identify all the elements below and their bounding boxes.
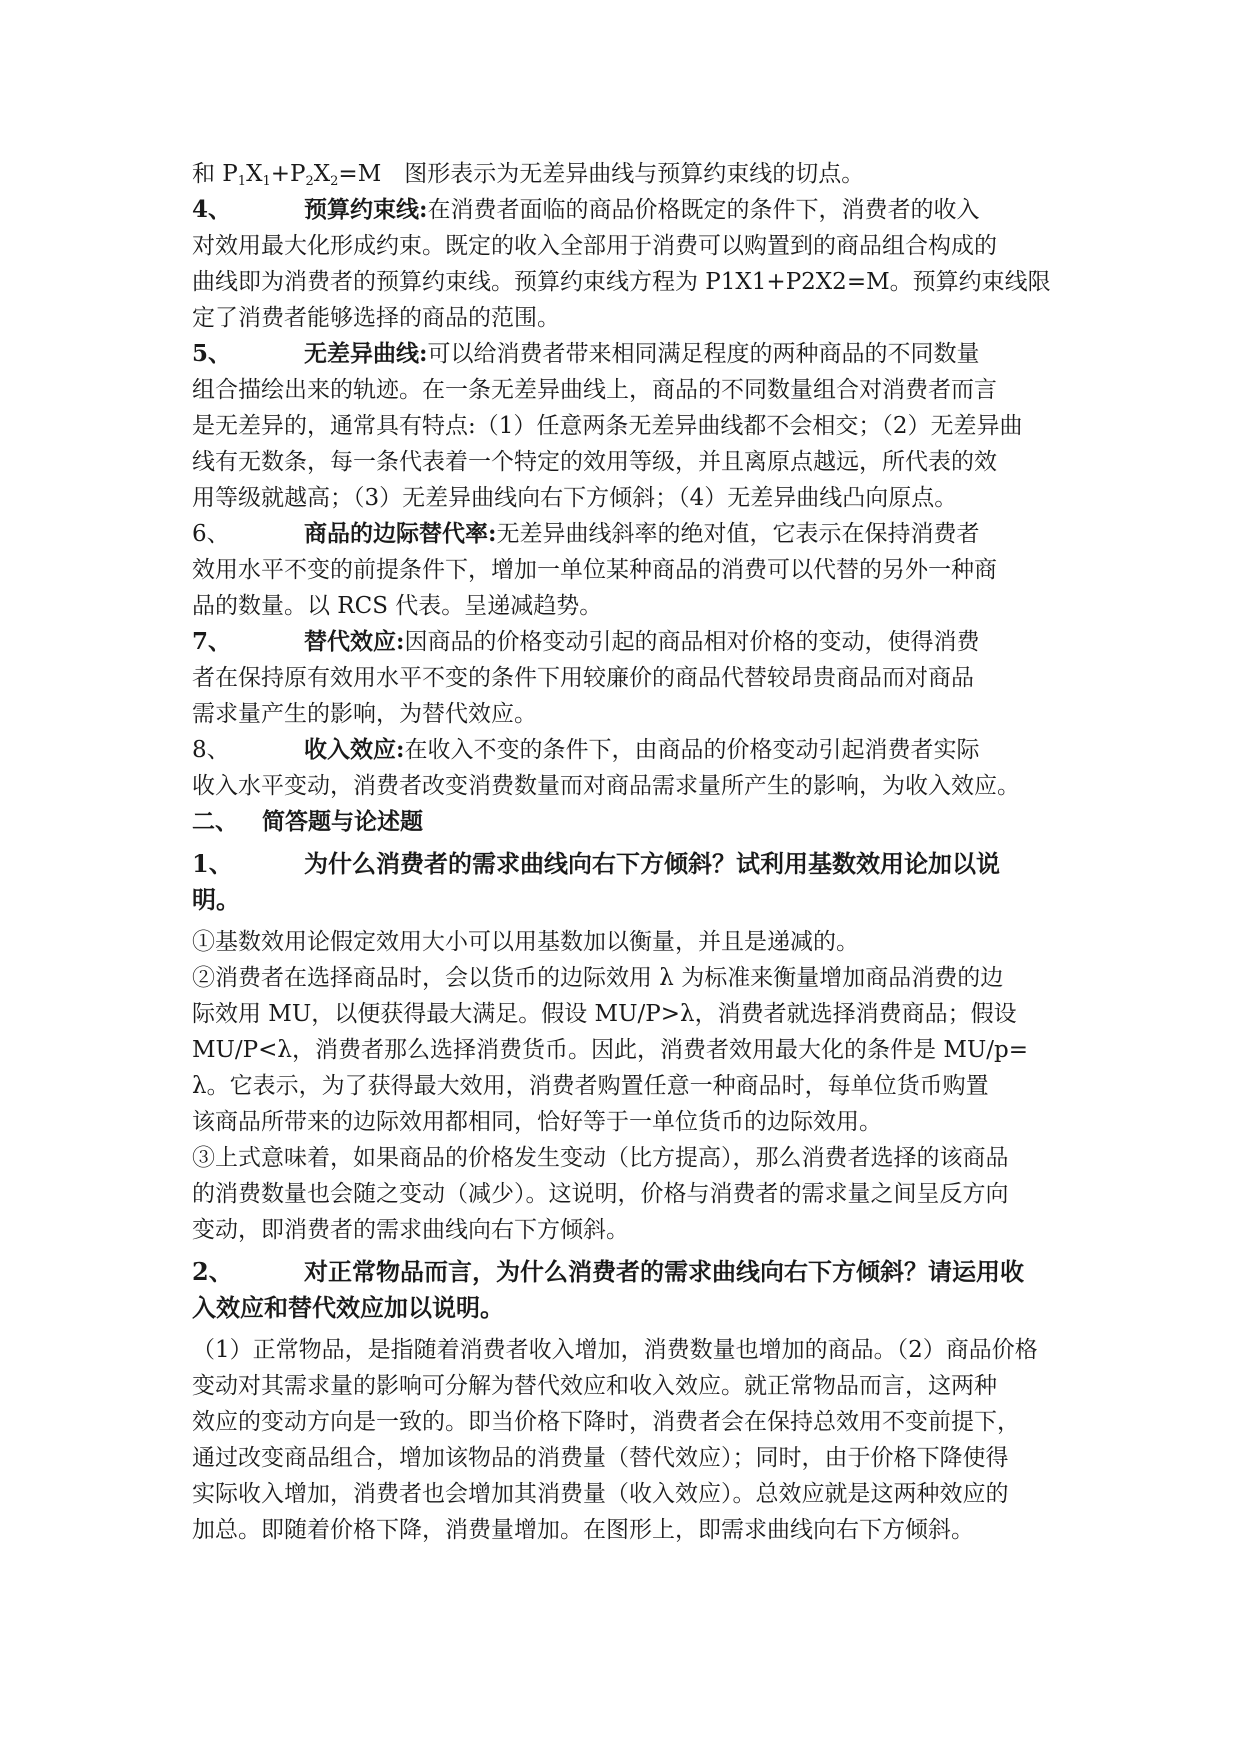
formula-text: =M 图形表示为无差异曲线与预算约束线的切点。 bbox=[338, 161, 865, 187]
body-text: 在收入不变的条件下，由商品的价格变动引起消费者实际 bbox=[404, 737, 980, 763]
answer-line: 的消费数量也会随之变动（减少）。这说明，价格与消费者的需求量之间呈反方向 bbox=[192, 1181, 1009, 1207]
item-number: 8、 bbox=[192, 737, 230, 763]
subscript: 1 bbox=[237, 174, 247, 189]
formula-text: X bbox=[313, 161, 331, 187]
answer-line: 效应的变动方向是一致的。即当价格下降时，消费者会在保持总效用不变前提下， bbox=[192, 1409, 1020, 1435]
question-title bbox=[192, 1254, 1052, 1290]
answer-line: 通过改变商品组合，增加该物品的消费量（替代效应）；同时，由于价格下降使得 bbox=[192, 1445, 1009, 1471]
body-line: 用等级就越高；（3）无差异曲线向右下方倾斜；（4）无差异曲线凸向原点。 bbox=[192, 485, 958, 511]
question-title-cont: 明。 bbox=[192, 885, 240, 914]
term-title: 无差异曲线: bbox=[304, 340, 428, 367]
subscript: 1 bbox=[262, 174, 271, 189]
item-number: 5、 bbox=[192, 340, 232, 367]
body-line: 定了消费者能够选择的商品的范围。 bbox=[192, 305, 560, 331]
body-text: 可以给消费者带来相同满足程度的两种商品的不同数量 bbox=[427, 341, 980, 367]
formula-text: X bbox=[246, 161, 263, 187]
body-line: 是无差异的，通常具有特点:（1）任意两条无差异曲线都不会相交；（2）无差异曲 bbox=[192, 413, 1023, 439]
term-item bbox=[192, 192, 1052, 228]
question-title bbox=[192, 846, 1052, 882]
answer-line: 际效用 MU，以便获得最大满足。假设 MU/P>λ，消费者就选择消费商品；假设 bbox=[192, 1001, 1017, 1027]
body-line: 者在保持原有效用水平不变的条件下用较廉价的商品代替较昂贵商品而对商品 bbox=[192, 665, 974, 691]
question-title-cont: 入效应和替代效应加以说明。 bbox=[192, 1293, 504, 1322]
answer-line: 加总。即随着价格下降，消费量增加。在图形上，即需求曲线向右下方倾斜。 bbox=[192, 1517, 974, 1543]
body-line: 效用水平不变的前提条件下，增加一单位某种商品的消费可以代替的另外一种商 bbox=[192, 557, 997, 583]
answer-line: 变动对其需求量的影响可分解为替代效应和收入效应。就正常物品而言，这两种 bbox=[192, 1373, 997, 1399]
body-line: 线有无数条，每一条代表着一个特定的效用等级，并且离原点越远，所代表的效 bbox=[192, 449, 997, 475]
term-item bbox=[192, 732, 1052, 768]
term-title: 商品的边际替代率: bbox=[304, 520, 497, 547]
section-title: 简答题与论述题 bbox=[262, 808, 423, 835]
answer-line: 该商品所带来的边际效用都相同，恰好等于一单位货币的边际效用。 bbox=[192, 1109, 882, 1135]
term-title: 收入效应: bbox=[304, 736, 405, 763]
body-text: 因商品的价格变动引起的商品相对价格的变动，使得消费 bbox=[404, 629, 980, 655]
answer-line: λ。它表示，为了获得最大效用，消费者购置任意一种商品时，每单位货币购置 bbox=[192, 1073, 989, 1099]
body-line: 品的数量。以 RCS 代表。呈递减趋势。 bbox=[192, 593, 603, 619]
question-text: 对正常物品而言，为什么消费者的需求曲线向右下方倾斜？请运用收 bbox=[304, 1257, 1024, 1286]
item-number: 6、 bbox=[192, 521, 230, 547]
question-number: 2、 bbox=[192, 1257, 233, 1286]
answer-line: 变动，即消费者的需求曲线向右下方倾斜。 bbox=[192, 1217, 629, 1243]
body-line: 曲线即为消费者的预算约束线。预算约束线方程为 P1X1+P2X2=M。预算约束线限 bbox=[192, 269, 1051, 295]
subscript: 2 bbox=[330, 174, 339, 189]
formula-text: 和 P bbox=[192, 161, 238, 187]
term-title: 预算约束线: bbox=[304, 196, 428, 223]
section-number: 二、 bbox=[192, 808, 238, 835]
term-item bbox=[192, 624, 1052, 660]
answer-line: ③上式意味着，如果商品的价格发生变动（比方提高），那么消费者选择的该商品 bbox=[192, 1145, 1009, 1171]
item-number: 4、 bbox=[192, 196, 232, 223]
section-heading bbox=[192, 804, 1052, 840]
question-number: 1、 bbox=[192, 849, 233, 878]
term-title: 替代效应: bbox=[304, 628, 405, 655]
term-item bbox=[192, 336, 1052, 372]
body-line: 需求量产生的影响，为替代效应。 bbox=[192, 701, 537, 727]
question-text: 为什么消费者的需求曲线向右下方倾斜？试利用基数效用论加以说 bbox=[304, 849, 1000, 878]
body-text: 在消费者面临的商品价格既定的条件下，消费者的收入 bbox=[427, 197, 980, 223]
answer-line: MU/P<λ，消费者那么选择消费货币。因此，消费者效用最大化的条件是 MU/p= bbox=[192, 1037, 1028, 1063]
intro-formula-line bbox=[192, 156, 1052, 192]
subscript: 2 bbox=[305, 174, 314, 189]
answer-line: ①基数效用论假定效用大小可以用基数加以衡量，并且是递减的。 bbox=[192, 929, 859, 955]
term-item bbox=[192, 516, 1052, 552]
answer-line: （1）正常物品，是指随着消费者收入增加，消费数量也增加的商品。（2）商品价格 bbox=[192, 1337, 1038, 1363]
answer-line: ②消费者在选择商品时，会以货币的边际效用 λ 为标准来衡量增加商品消费的边 bbox=[192, 965, 1004, 991]
item-number: 7、 bbox=[192, 628, 232, 655]
formula-text: +P bbox=[270, 161, 306, 187]
answer-line: 实际收入增加，消费者也会增加其消费量（收入效应）。总效应就是这两种效应的 bbox=[192, 1481, 1009, 1507]
body-line: 收入水平变动，消费者改变消费数量而对商品需求量所产生的影响，为收入效应。 bbox=[192, 773, 1020, 799]
body-line: 组合描绘出来的轨迹。在一条无差异曲线上，商品的不同数量组合对消费者而言 bbox=[192, 377, 997, 403]
body-line: 对效用最大化形成约束。既定的收入全部用于消费可以购置到的商品组合构成的 bbox=[192, 233, 997, 259]
body-text: 无差异曲线斜率的绝对值，它表示在保持消费者 bbox=[496, 521, 980, 547]
